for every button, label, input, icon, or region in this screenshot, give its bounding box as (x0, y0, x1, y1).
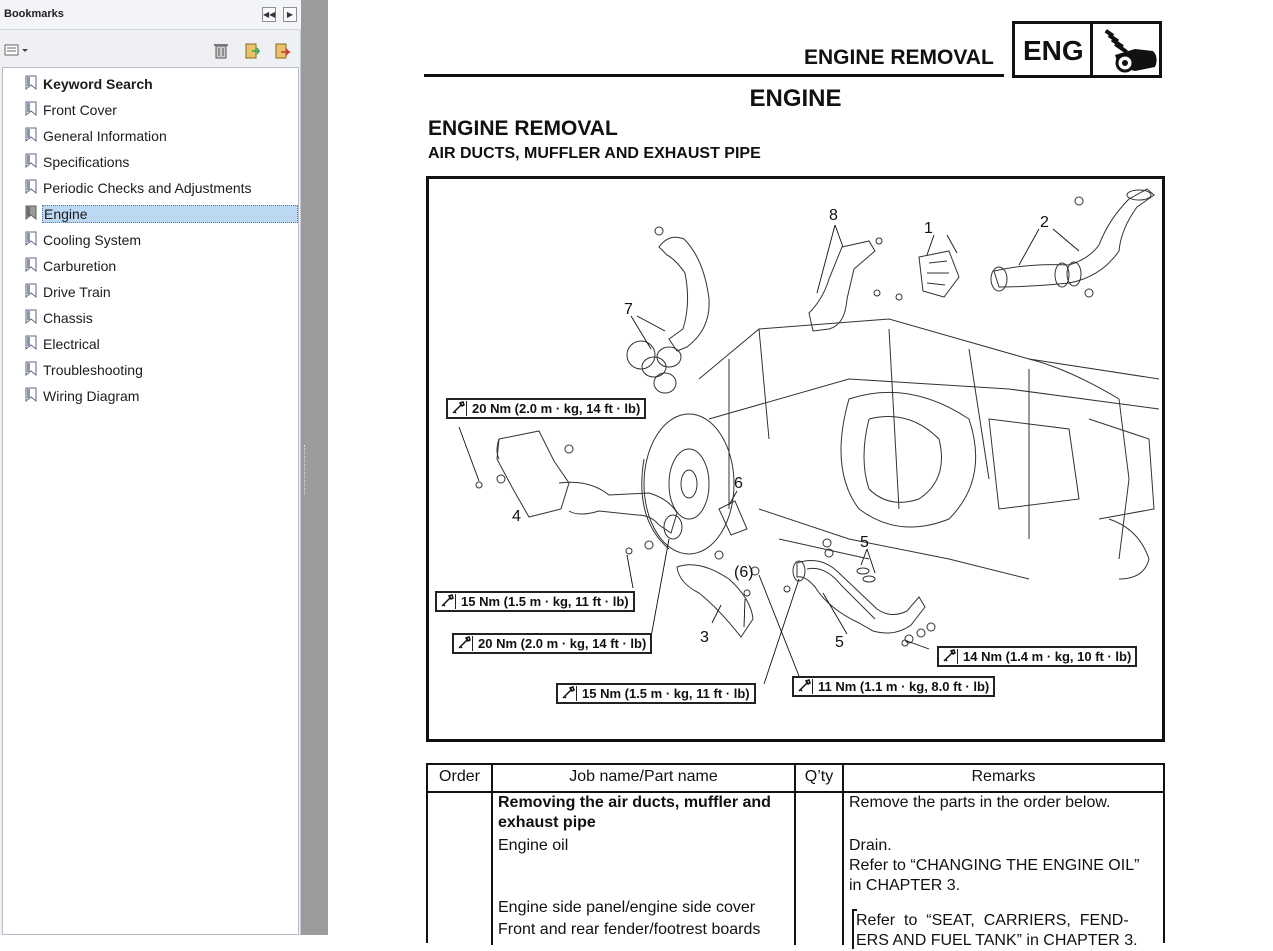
subsubsection-title: AIR DUCTS, MUFFLER AND EXHAUST PIPE (428, 145, 761, 162)
bookmark-electrical[interactable] (23, 334, 299, 354)
wrench-icon (561, 686, 577, 701)
callout-7: 7 (624, 301, 633, 318)
bookmark-label: Electrical (43, 336, 100, 352)
bookmarks-panel (0, 0, 301, 935)
expand-panel-icon[interactable]: ▶ (283, 7, 297, 22)
job-table (426, 763, 1165, 949)
engine-chapter-icon (1095, 27, 1159, 73)
job-cell: Engine oil (498, 837, 569, 854)
bookmark-icon (26, 310, 36, 323)
document-page (328, 0, 1273, 949)
table-col-rule (491, 765, 493, 945)
bookmark-troubleshooting[interactable] (23, 360, 299, 380)
chapter-tag: ENG (1023, 35, 1084, 66)
bookmark-icon (26, 128, 36, 141)
bookmark-cooling-system[interactable] (23, 230, 299, 250)
torque-value: 14 Nm (1.4 m · kg, 10 ft · lb) (963, 649, 1132, 664)
table-col-rule (794, 765, 796, 945)
bookmark-properties-icon[interactable] (273, 42, 291, 60)
bookmark-icon (26, 154, 36, 167)
wrench-icon (797, 679, 813, 694)
callout-1: 1 (924, 220, 933, 237)
bookmark-label: Keyword Search (43, 76, 153, 92)
bookmark-engine[interactable] (23, 204, 299, 224)
wrench-icon (942, 649, 958, 664)
bookmark-label: Engine (42, 205, 298, 223)
chapter-tag-box (1012, 21, 1162, 78)
bookmark-carburetion[interactable] (23, 256, 299, 276)
bookmark-icon (26, 206, 36, 219)
bookmark-label: Carburetion (43, 258, 117, 274)
running-header-title: ENGINE REMOVAL (804, 46, 994, 69)
bookmark-label: Troubleshooting (43, 362, 143, 378)
bookmark-specifications[interactable] (23, 152, 299, 172)
bookmark-icon (26, 362, 36, 375)
torque-label (556, 683, 756, 704)
callout-6: 6 (734, 475, 743, 492)
bookmark-icon (26, 336, 36, 349)
chapter-tag-divider (1090, 24, 1093, 75)
bookmarks-header (0, 0, 301, 30)
table-col-rule (842, 765, 844, 945)
callout-2: 2 (1040, 214, 1049, 231)
exploded-diagram (426, 176, 1165, 742)
job-cell: exhaust pipe (498, 814, 596, 831)
bookmark-label: Front Cover (43, 102, 117, 118)
job-cell: Engine side panel/engine side cover (498, 899, 756, 916)
torque-label (792, 676, 995, 697)
bookmark-icon (26, 388, 36, 401)
bookmark-wiring-diagram[interactable] (23, 386, 299, 406)
remark-cell: Remove the parts in the order below. (849, 794, 1111, 811)
bookmark-label: Cooling System (43, 232, 142, 248)
bookmark-icon (26, 76, 36, 89)
torque-value: 20 Nm (2.0 m · kg, 14 ft · lb) (478, 636, 647, 651)
col-header-qty: Q’ty (804, 768, 834, 785)
torque-value: 11 Nm (1.1 m · kg, 8.0 ft · lb) (818, 679, 990, 694)
splitter-grip[interactable] (304, 445, 307, 495)
callout-3: 3 (700, 629, 709, 646)
wrench-icon (451, 401, 467, 416)
torque-label (452, 633, 652, 654)
job-cell: Removing the air ducts, muffler and (498, 794, 771, 811)
bookmark-drive-train[interactable] (23, 282, 299, 302)
col-header-remarks: Remarks (971, 768, 1036, 785)
torque-label (435, 591, 635, 612)
bookmark-icon (26, 284, 36, 297)
callout-5-upper: 5 (860, 534, 869, 551)
wrench-icon (457, 636, 473, 651)
bookmark-label: Chassis (43, 310, 93, 326)
remark-cell: ERS AND FUEL TANK” in CHAPTER 3. (856, 932, 1138, 949)
torque-value: 15 Nm (1.5 m · kg, 11 ft · lb) (582, 686, 750, 701)
bookmark-chassis[interactable] (23, 308, 299, 328)
bookmark-front-cover[interactable] (23, 100, 299, 120)
job-cell: Front and rear fender/footrest boards (498, 921, 761, 938)
bookmarks-toolbar (0, 38, 301, 64)
bookmark-tree (2, 67, 299, 935)
bookmark-label: General Information (43, 128, 167, 144)
bookmark-keyword-search[interactable] (23, 74, 299, 94)
new-bookmark-icon[interactable] (243, 42, 261, 60)
header-rule (424, 74, 1004, 77)
torque-value: 20 Nm (2.0 m · kg, 14 ft · lb) (472, 401, 641, 416)
col-header-job: Job name/Part name (569, 768, 718, 785)
bookmark-general-information[interactable] (23, 126, 299, 146)
remark-cell: Refer to “CHANGING THE ENGINE OIL” (849, 857, 1140, 874)
torque-label (446, 398, 646, 419)
bookmark-label: Wiring Diagram (43, 388, 140, 404)
section-title: ENGINE (749, 85, 842, 112)
callout-8: 8 (829, 207, 838, 224)
remark-cell: in CHAPTER 3. (849, 877, 961, 894)
bookmark-icon (26, 258, 36, 271)
bookmark-icon (26, 102, 36, 115)
callout-6-paren: (6) (734, 564, 754, 581)
torque-value: 15 Nm (1.5 m · kg, 11 ft · lb) (461, 594, 629, 609)
bookmark-icon (26, 232, 36, 245)
remark-cell: Refer to “SEAT, CARRIERS, FEND- (856, 912, 1129, 929)
bookmarks-title: Bookmarks (4, 8, 64, 20)
options-menu-icon[interactable] (4, 42, 30, 60)
trash-icon[interactable] (213, 42, 231, 60)
callout-5-lower: 5 (835, 634, 844, 651)
callout-4: 4 (512, 508, 521, 525)
collapse-panel-icon[interactable]: ◀◀ (262, 7, 276, 22)
torque-label (937, 646, 1137, 667)
bookmark-periodic-checks[interactable] (23, 178, 299, 198)
bookmark-label: Drive Train (43, 284, 111, 300)
col-header-order: Order (439, 768, 480, 785)
bookmark-icon (26, 180, 36, 193)
wrench-icon (440, 594, 456, 609)
bookmark-label: Specifications (43, 154, 130, 170)
subsection-title: ENGINE REMOVAL (428, 117, 618, 140)
remark-cell: Drain. (849, 837, 892, 854)
bookmark-label: Periodic Checks and Adjustments (43, 180, 252, 196)
